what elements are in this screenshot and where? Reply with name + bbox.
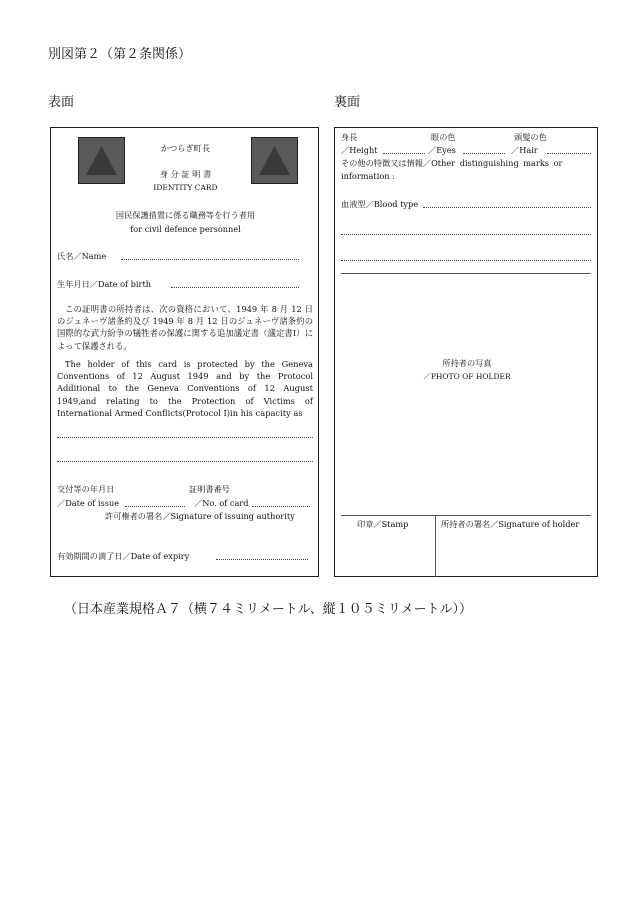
eyes-label-jp: 眼の色 xyxy=(431,132,456,142)
issue-date-line xyxy=(125,506,185,507)
other-marks-label-cont: information : xyxy=(341,171,395,181)
height-label-en: ／Height xyxy=(341,145,378,155)
photo-area-top-border xyxy=(341,273,591,274)
subtitle-jp: 国民保護措置に係る職務等を行う者用 xyxy=(115,210,256,220)
height-line xyxy=(383,153,425,154)
birth-date-line xyxy=(171,287,299,288)
other-marks-label: その他の特徴又は情報／Other distinguishing marks or xyxy=(341,158,563,168)
blood-type-line xyxy=(423,207,591,208)
name-field-label: 氏名／Name xyxy=(57,251,107,261)
back-info-line-2 xyxy=(341,260,591,261)
eyes-line xyxy=(463,153,505,154)
card-title-en: IDENTITY CARD xyxy=(153,183,218,192)
document-heading: 別図第２（第２条関係） xyxy=(48,47,192,62)
hair-label-jp: 頭髪の色 xyxy=(514,132,547,142)
back-side-label: 裏面 xyxy=(334,95,361,110)
height-label-jp: 身長 xyxy=(341,132,358,142)
front-side-label: 表面 xyxy=(48,95,75,110)
signature-area-divider xyxy=(435,515,436,577)
card-number-label-en: ／No. of card xyxy=(194,498,249,508)
card-title-jp: 身 分 証 明 書 xyxy=(159,169,212,179)
protection-statement-jp: この証明書の所持者は、次の資格において、1949 年 8 月 12 日のジュネーヴ諸条約及び 1949 年 8 月 12 日のジュネーヴ諸条約の国際的な武力紛争の犠牲者の保護に関する追加議定書（議定書Ⅰ）によって保護される。 xyxy=(57,304,313,351)
expiry-date-label: 有効期間の満了日／Date of expiry xyxy=(57,551,190,561)
blood-type-label: 血液型／Blood type xyxy=(341,199,419,209)
back-info-line-1 xyxy=(341,234,591,235)
size-specification-note: （日本産業規格Ａ７（横７４ミリメートル、縦１０５ミリメートル）） xyxy=(64,602,472,617)
photo-label-jp: 所持者の写真 xyxy=(442,358,492,368)
hair-line xyxy=(547,153,591,154)
hair-label-en: ／Hair xyxy=(511,145,538,155)
identity-card-back xyxy=(334,127,598,577)
subtitle-en: for civil defence personnel xyxy=(130,224,241,234)
protection-statement-en: The holder of this card is protected by the Geneva Conventions of 12 August 1949 and by the Protocol Additional to the Geneva Conventions of 12 August 1949,and relating to the Protection of Victims of International Armed Conflicts(Protocol Ⅰ)in his capacity as xyxy=(57,359,313,418)
issue-date-label-jp: 交付等の年月日 xyxy=(57,484,115,494)
name-field-line xyxy=(121,259,299,260)
photo-label-en: ／PHOTO OF HOLDER xyxy=(423,372,511,381)
issuing-authority-signature-label: 許可権者の署名／Signature of issuing authority xyxy=(105,511,295,521)
issue-date-label-en: ／Date of issue xyxy=(57,498,120,508)
card-number-label-jp: 証明書番号 xyxy=(189,484,230,494)
signature-area-top-border xyxy=(341,515,591,516)
capacity-line-2 xyxy=(57,461,313,462)
capacity-line-1 xyxy=(57,437,313,438)
stamp-label: 印章／Stamp xyxy=(357,519,409,529)
holder-signature-label: 所持者の署名／Signature of holder xyxy=(441,519,580,529)
card-number-line xyxy=(252,506,310,507)
expiry-date-line xyxy=(216,559,308,560)
identity-card-front xyxy=(50,127,319,577)
birth-date-label: 生年月日／Date of birth xyxy=(57,279,152,289)
issuer-name: かつらぎ町長 xyxy=(160,143,211,153)
eyes-label-en: ／Eyes xyxy=(428,145,456,155)
